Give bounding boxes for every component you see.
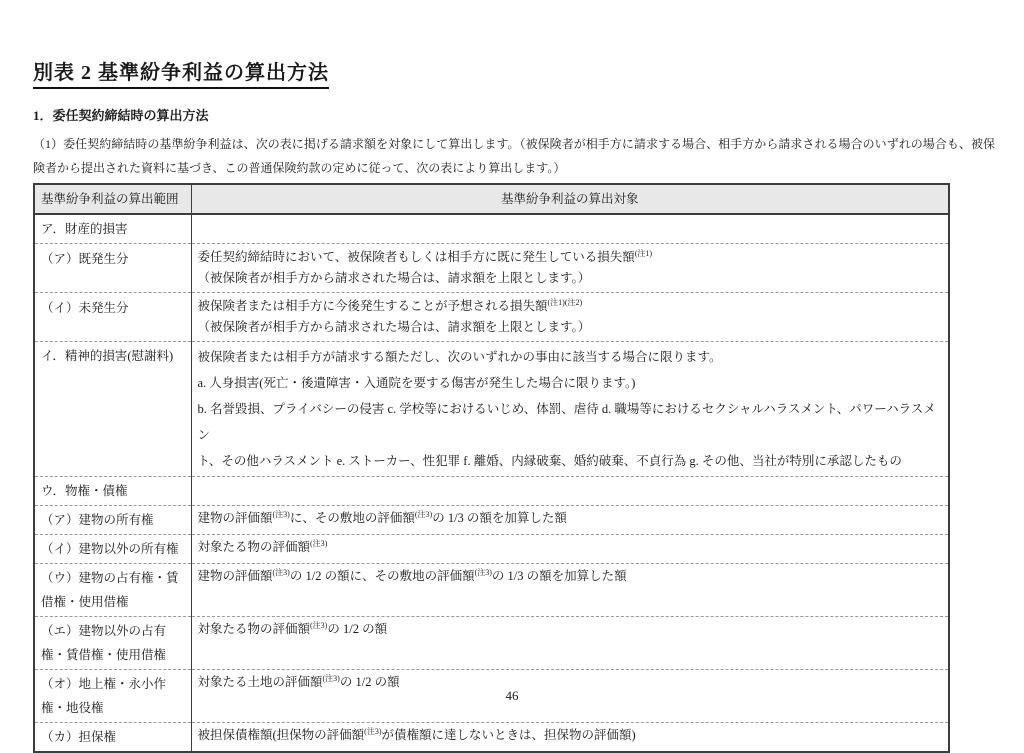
cell-text: の 1/2 の額に、その敷地の評価額 [289, 569, 475, 583]
note-ref: (注3) [310, 620, 328, 630]
table-row [34, 342, 949, 477]
table-row [34, 214, 949, 244]
table-row [34, 477, 949, 506]
note-ref: (注3) [272, 567, 290, 577]
target-cell [191, 477, 949, 506]
intro-paragraph: （1）委任契約締結時の基準紛争利益は、次の表に掲げる請求額を対象にして算出します。（被保険者が相手方に請求する場合、相手方から請求される場合のいずれの場合も、被保険者から提出された資料に基づき、この普通保険約款の定めに従って、次の表により算出します。） [33, 137, 995, 175]
cell-line [198, 317, 943, 338]
target-cell [191, 535, 949, 564]
cell-text: （被保険者が相手方から請求された場合は、請求額を上限とします。） [197, 271, 591, 285]
cell-text: 被担保債権額(担保物の評価額 [197, 728, 365, 742]
cell-line [198, 725, 943, 746]
table-row [34, 535, 949, 564]
cell-text: の 1/3 の額を加算した額 [491, 569, 627, 583]
section-heading: 1．委任契約締結時の算出方法 [33, 108, 209, 123]
target-cell [191, 244, 949, 293]
cell-text: が債権額に達しないときは、担保物の評価額) [381, 728, 636, 742]
cell-text: ト、その他ハラスメント e. ストーカー、性犯罪 f. 離婚、内縁破棄、婚約破棄、不貞行為 g. その他、当社が特別に承認したもの [197, 454, 902, 468]
page-number: 46 [505, 688, 519, 703]
cell-text: a. 人身損害(死亡・後遺障害・入通院を要する傷害が発生した場合に限ります。) [197, 376, 636, 390]
cell-line [198, 396, 943, 448]
range-cell: イ．精神的損害(慰謝料) [34, 342, 191, 477]
note-ref: (注3) [474, 567, 492, 577]
cell-text: 対象たる物の評価額 [197, 622, 311, 636]
cell-line [198, 619, 943, 640]
note-ref: (注3) [414, 509, 433, 519]
table-row [34, 506, 949, 535]
table-row [34, 564, 949, 617]
cell-line [198, 268, 943, 289]
cell-text: の 1/3 の額を加算した額 [432, 511, 567, 525]
range-cell: （ア）既発生分 [34, 244, 191, 293]
cell-text: の 1/2 の額 [327, 622, 388, 636]
table-body [34, 214, 949, 752]
cell-line [198, 247, 943, 268]
note-ref: (注3) [272, 509, 290, 519]
range-cell: （ア）建物の所有権 [34, 506, 191, 535]
range-cell: （イ）建物以外の所有権 [34, 535, 191, 564]
page-title: 別表 2 基準紛争利益の算出方法 [33, 56, 329, 89]
target-cell [191, 723, 949, 753]
cell-text: 被保険者または相手方が請求する額ただし、次のいずれかの事由に該当する場合に限ります。 [197, 350, 722, 364]
target-cell [191, 617, 949, 670]
cell-line [198, 566, 943, 587]
note-ref: (注3) [322, 673, 340, 683]
range-cell: ウ．物権・債権 [34, 477, 191, 506]
table-row [34, 723, 949, 753]
range-cell: （ウ）建物の占有権・賃借権・使用借権 [34, 564, 191, 617]
note-ref: (注1)(注2) [547, 297, 583, 307]
cell-text: 対象たる土地の評価額 [197, 675, 323, 689]
target-cell [191, 564, 949, 617]
range-cell: （エ）建物以外の占有権・賃借権・使用借権 [34, 617, 191, 670]
cell-text: b. 名誉毀損、プライバシーの侵害 c. 学校等におけるいじめ、体罰、虐待 d. 職場等におけるセクシャルハラスメント、パワーハラスメン [197, 402, 936, 442]
range-cell: （カ）担保権 [34, 723, 191, 753]
cell-line [198, 296, 943, 317]
range-cell: （オ）地上権・永小作権・地役権 [34, 670, 191, 723]
cell-line [198, 370, 943, 396]
note-ref: (注3) [364, 726, 382, 736]
table-header-row [34, 184, 949, 214]
cell-line [198, 344, 943, 370]
note-ref: (注1) [634, 248, 653, 258]
table-row [34, 617, 949, 670]
header-target: 基準紛争利益の算出対象 [191, 184, 949, 214]
table-row [34, 244, 949, 293]
range-cell: （イ）未発生分 [34, 293, 191, 342]
target-cell [191, 293, 949, 342]
note-ref: (注3) [310, 538, 328, 548]
range-cell: ア．財産的損害 [41, 222, 128, 236]
target-cell [191, 506, 949, 535]
cell-text: 対象たる物の評価額 [197, 540, 311, 554]
cell-text: に、その敷地の評価額 [289, 511, 415, 525]
header-range: 基準紛争利益の算出範囲 [34, 184, 191, 214]
table-row [34, 293, 949, 342]
target-cell [191, 342, 949, 477]
cell-text: 被保険者または相手方に今後発生することが予想される損失額 [197, 299, 548, 313]
target-cell [191, 214, 949, 244]
cell-text: 建物の評価額 [197, 511, 273, 525]
cell-line [198, 448, 943, 474]
cell-text: の 1/2 の額 [339, 675, 400, 689]
cell-text: 委任契約締結時において、被保険者もしくは相手方に既に発生している損失額 [197, 250, 635, 264]
cell-text: （被保険者が相手方から請求された場合は、請求額を上限とします。） [197, 320, 591, 334]
cell-line [198, 508, 943, 529]
cell-text: 建物の評価額 [197, 569, 273, 583]
calc-table [33, 183, 950, 753]
cell-line [198, 537, 943, 558]
